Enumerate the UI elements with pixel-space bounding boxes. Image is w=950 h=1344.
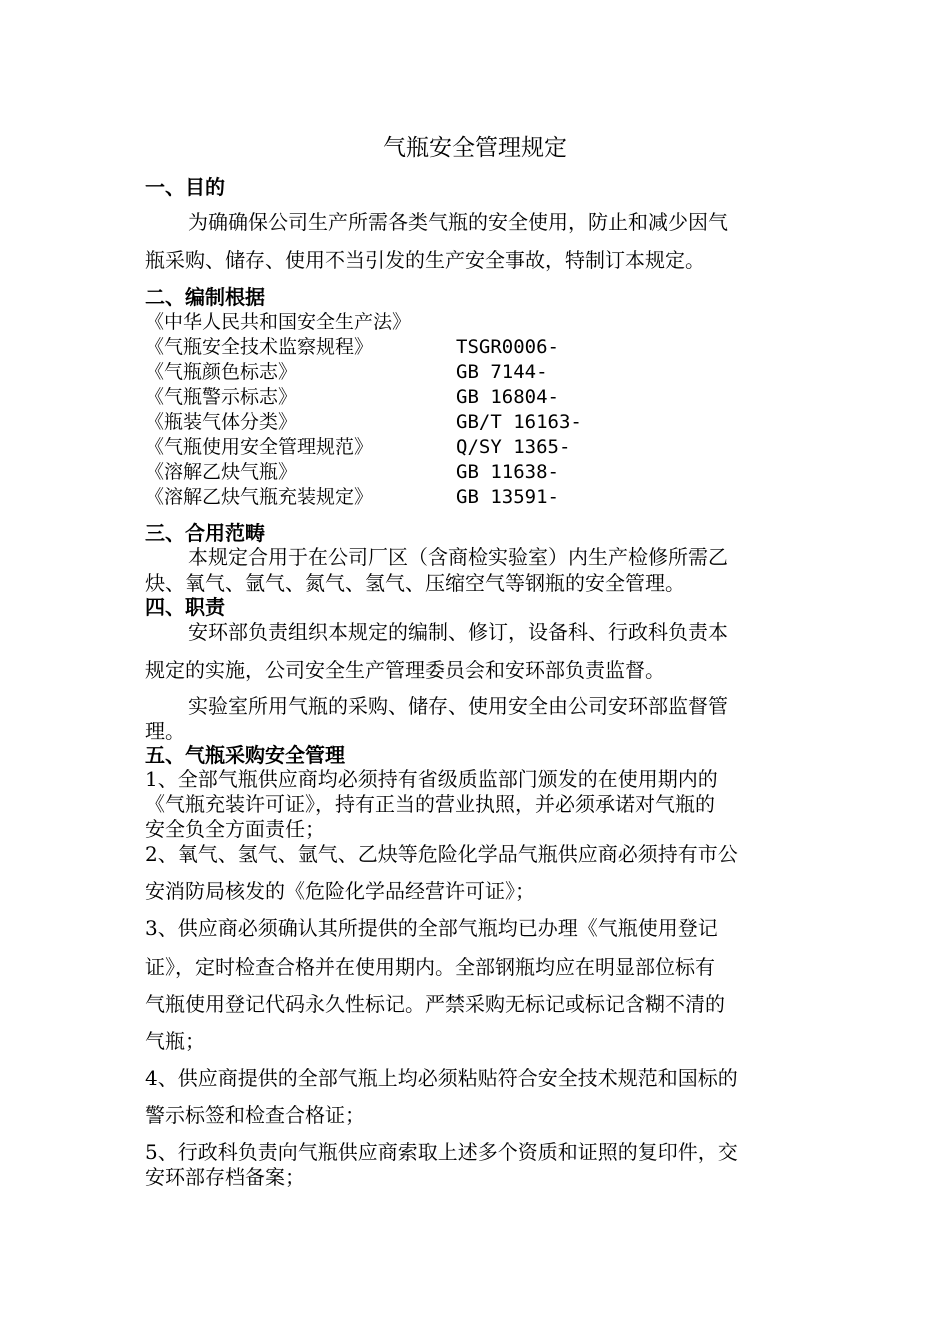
procurement-line: 气瓶； — [145, 1029, 205, 1053]
standard-code: TSGR0006- — [456, 336, 559, 358]
section-heading-purpose: 一、目的 — [145, 175, 225, 199]
basis-law: 《中华人民共和国安全生产法》 — [145, 311, 412, 333]
duties-p1-line-1: 安环部负责组织本规定的编制、修订，设备科、行政科负责本 — [188, 620, 728, 644]
standard-name: 《气瓶颜色标志》 — [145, 361, 298, 383]
section-heading-duties: 四、职责 — [145, 595, 225, 619]
standard-code: GB/T 16163- — [456, 411, 582, 433]
standard-name: 《瓶装气体分类》 — [145, 411, 298, 433]
duties-p2-line-1: 实验室所用气瓶的采购、储存、使用安全由公司安环部监督管 — [188, 694, 728, 718]
standard-code: GB 16804- — [456, 386, 559, 408]
procurement-line: 2、氧气、氢气、氩气、乙炔等危险化学品气瓶供应商必须持有市公 — [145, 842, 738, 866]
purpose-line-1: 为确确保公司生产所需各类气瓶的安全使用，防止和减少因气 — [188, 210, 728, 234]
section-heading-basis: 二、编制根据 — [145, 285, 265, 309]
procurement-line: 4、供应商提供的全部气瓶上均必须粘贴符合安全技术规范和国标的 — [145, 1066, 738, 1090]
procurement-line: 警示标签和检查合格证； — [145, 1103, 365, 1127]
procurement-line: 《气瓶充装许可证》，持有正当的营业执照，并必须承诺对气瓶的 — [145, 792, 715, 816]
procurement-line: 3、供应商必须确认其所提供的全部气瓶均已办理《气瓶使用登记 — [145, 916, 718, 940]
standard-code: Q/SY 1365- — [456, 436, 571, 458]
scope-line-1: 本规定合用于在公司厂区（含商检实验室）内生产检修所需乙 — [188, 545, 728, 569]
standard-name: 《溶解乙炔气瓶》 — [145, 461, 298, 483]
procurement-line: 安消防局核发的《危险化学品经营许可证》； — [145, 879, 535, 903]
duties-p1-line-2: 规定的实施，公司安全生产管理委员会和安环部负责监督。 — [145, 658, 665, 682]
standard-code: GB 11638- — [456, 461, 559, 483]
procurement-line: 安环部存档备案； — [145, 1165, 305, 1189]
procurement-line: 证》，定时检查合格并在使用期内。全部钢瓶均应在明显部位标有 — [145, 955, 715, 979]
document-title: 气瓶安全管理规定 — [383, 135, 567, 161]
procurement-line: 1、全部气瓶供应商均必须持有省级质监部门颁发的在使用期内的 — [145, 767, 718, 791]
standard-code: GB 7144- — [456, 361, 548, 383]
procurement-line: 安全负全方面责任； — [145, 817, 325, 841]
scope-line-2: 炔、氧气、氩气、氮气、氢气、压缩空气等钢瓶的安全管理。 — [145, 571, 685, 595]
procurement-line: 5、行政科负责向气瓶供应商索取上述多个资质和证照的复印件，交 — [145, 1140, 738, 1164]
duties-p2-line-2: 理。 — [145, 719, 185, 743]
section-heading-scope: 三、合用范畴 — [145, 521, 265, 545]
standard-name: 《溶解乙炔气瓶充装规定》 — [145, 486, 374, 508]
standard-code: GB 13591- — [456, 486, 559, 508]
procurement-line: 气瓶使用登记代码永久性标记。严禁采购无标记或标记含糊不清的 — [145, 992, 725, 1016]
standard-name: 《气瓶使用安全管理规范》 — [145, 436, 374, 458]
standard-name: 《气瓶安全技术监察规程》 — [145, 336, 374, 358]
section-heading-procurement: 五、气瓶采购安全管理 — [145, 743, 345, 767]
standard-name: 《气瓶警示标志》 — [145, 386, 298, 408]
purpose-line-2: 瓶采购、储存、使用不当引发的生产安全事故，特制订本规定。 — [145, 248, 705, 272]
